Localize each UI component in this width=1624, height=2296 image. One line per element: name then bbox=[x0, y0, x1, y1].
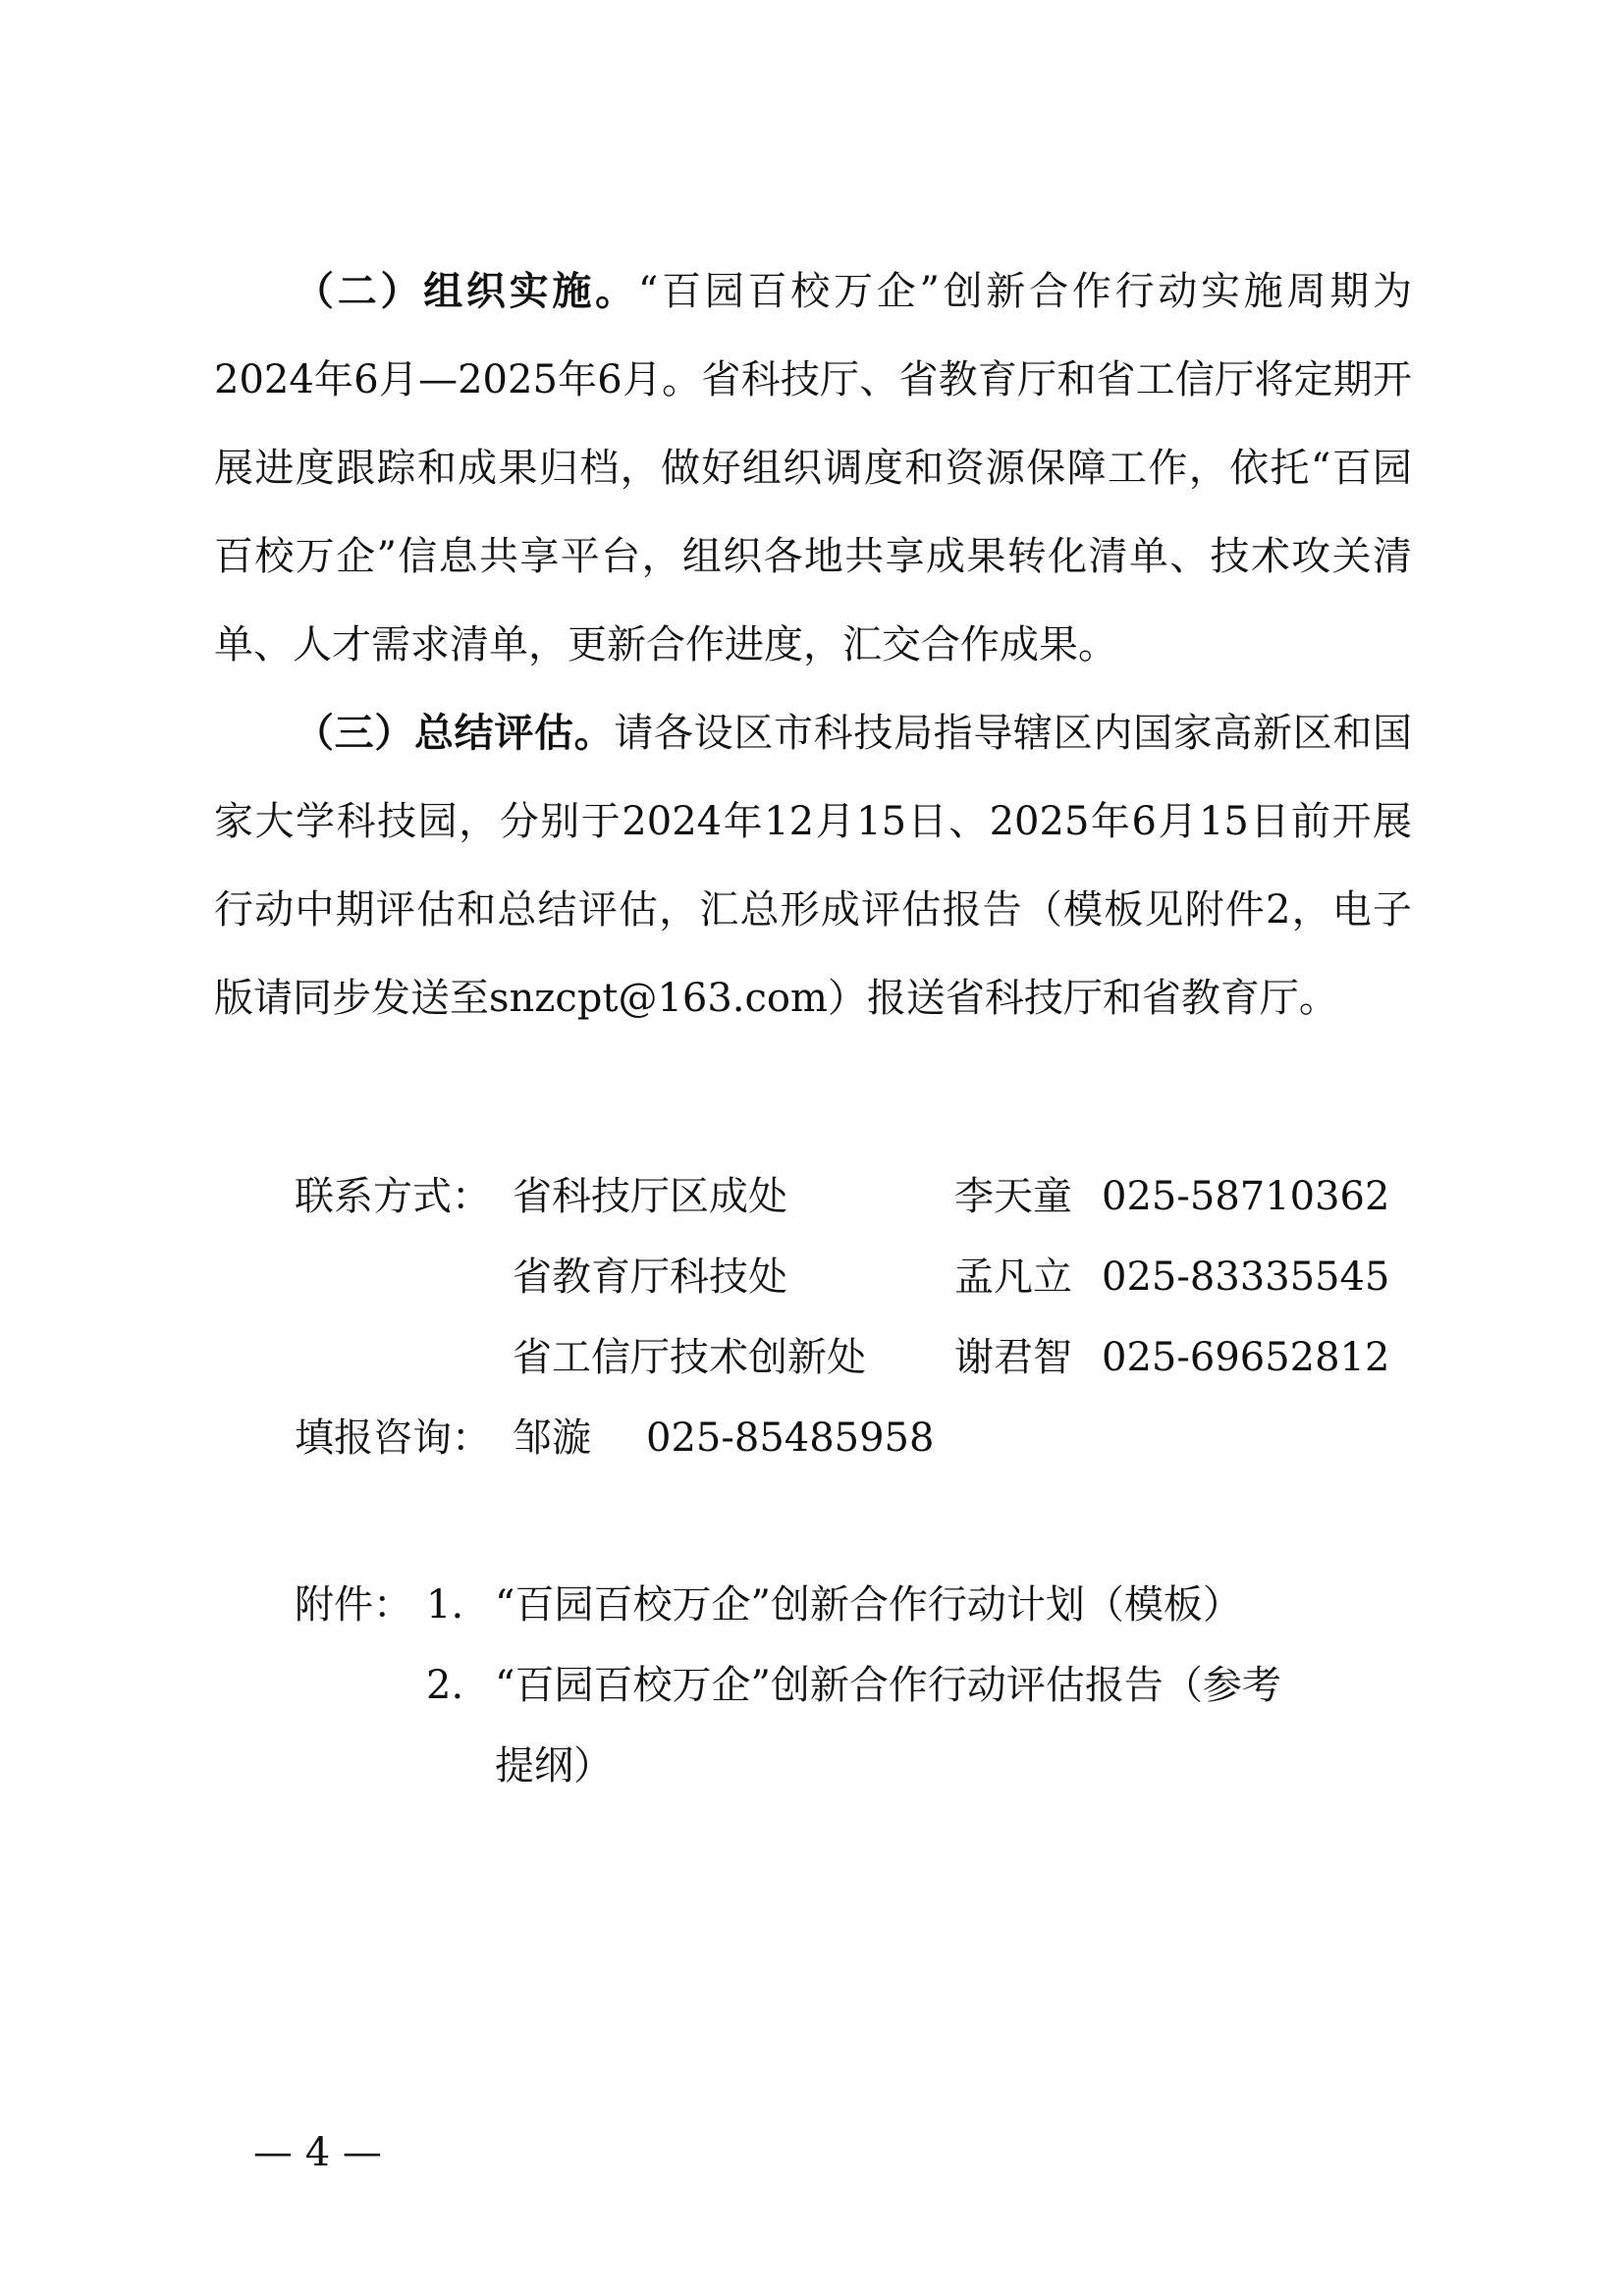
contact-name: 谢君智 bbox=[954, 1335, 1072, 1380]
contact-dept: 省科技厅区成处 bbox=[513, 1174, 787, 1219]
consult-phone: 025-85485958 bbox=[646, 1415, 935, 1461]
attachments-label: 附件： bbox=[295, 1582, 412, 1628]
consult-label: 填报咨询： bbox=[295, 1415, 491, 1461]
attachment-number: 2. bbox=[426, 1663, 464, 1708]
attachment-title: “百园百校万企”创新合作行动评估报告（参考 bbox=[495, 1663, 1281, 1708]
attachment-number: 1. bbox=[426, 1582, 464, 1628]
attachment-title-continuation: 提纲） bbox=[495, 1743, 613, 1789]
contact-name: 孟凡立 bbox=[954, 1255, 1072, 1300]
body-text bbox=[214, 247, 1412, 1042]
consult-name: 邹漩 bbox=[513, 1415, 591, 1461]
attachment-title: “百园百校万企”创新合作行动计划（模板） bbox=[495, 1582, 1242, 1628]
contact-dept: 省教育厅科技处 bbox=[513, 1255, 787, 1300]
paragraph-content: “百园百校万企”创新合作行动实施周期为2024年6月—2025年6月。省科技厅、省教育厅和省工信厅将定期开展进度跟踪和成果归档，做好组织调度和资源保障工作，依托“百园百校万企”信息共享平台，组织各地共享成果转化清单、技术攻关清单、人才需求清单，更新合作进度，汇交合作成果。 bbox=[214, 269, 1412, 667]
paragraph-heading: （三）总结评估。 bbox=[295, 710, 615, 756]
paragraph-heading: （二）组织实施。 bbox=[295, 268, 638, 314]
contact-phone: 025-83335545 bbox=[1102, 1255, 1390, 1300]
contact-name: 李天童 bbox=[954, 1174, 1072, 1219]
contact-dept: 省工信厅技术创新处 bbox=[513, 1335, 866, 1380]
paragraph-organization bbox=[214, 247, 1412, 689]
contact-phone: 025-69652812 bbox=[1102, 1335, 1390, 1380]
contact-phone: 025-58710362 bbox=[1102, 1174, 1390, 1219]
contact-label: 联系方式： bbox=[295, 1174, 491, 1219]
page-number: — 4 — bbox=[253, 2130, 382, 2175]
paragraph-evaluation bbox=[214, 689, 1412, 1042]
paragraph-content: 请各设区市科技局指导辖区内国家高新区和国家大学科技园，分别于2024年12月15日、2025年6月15日前开展行动中期评估和总结评估，汇总形成评估报告（模板见附件2，电子版请同步发送至snzcpt@163.com）报送省科技厅和省教育厅。 bbox=[214, 711, 1413, 1021]
